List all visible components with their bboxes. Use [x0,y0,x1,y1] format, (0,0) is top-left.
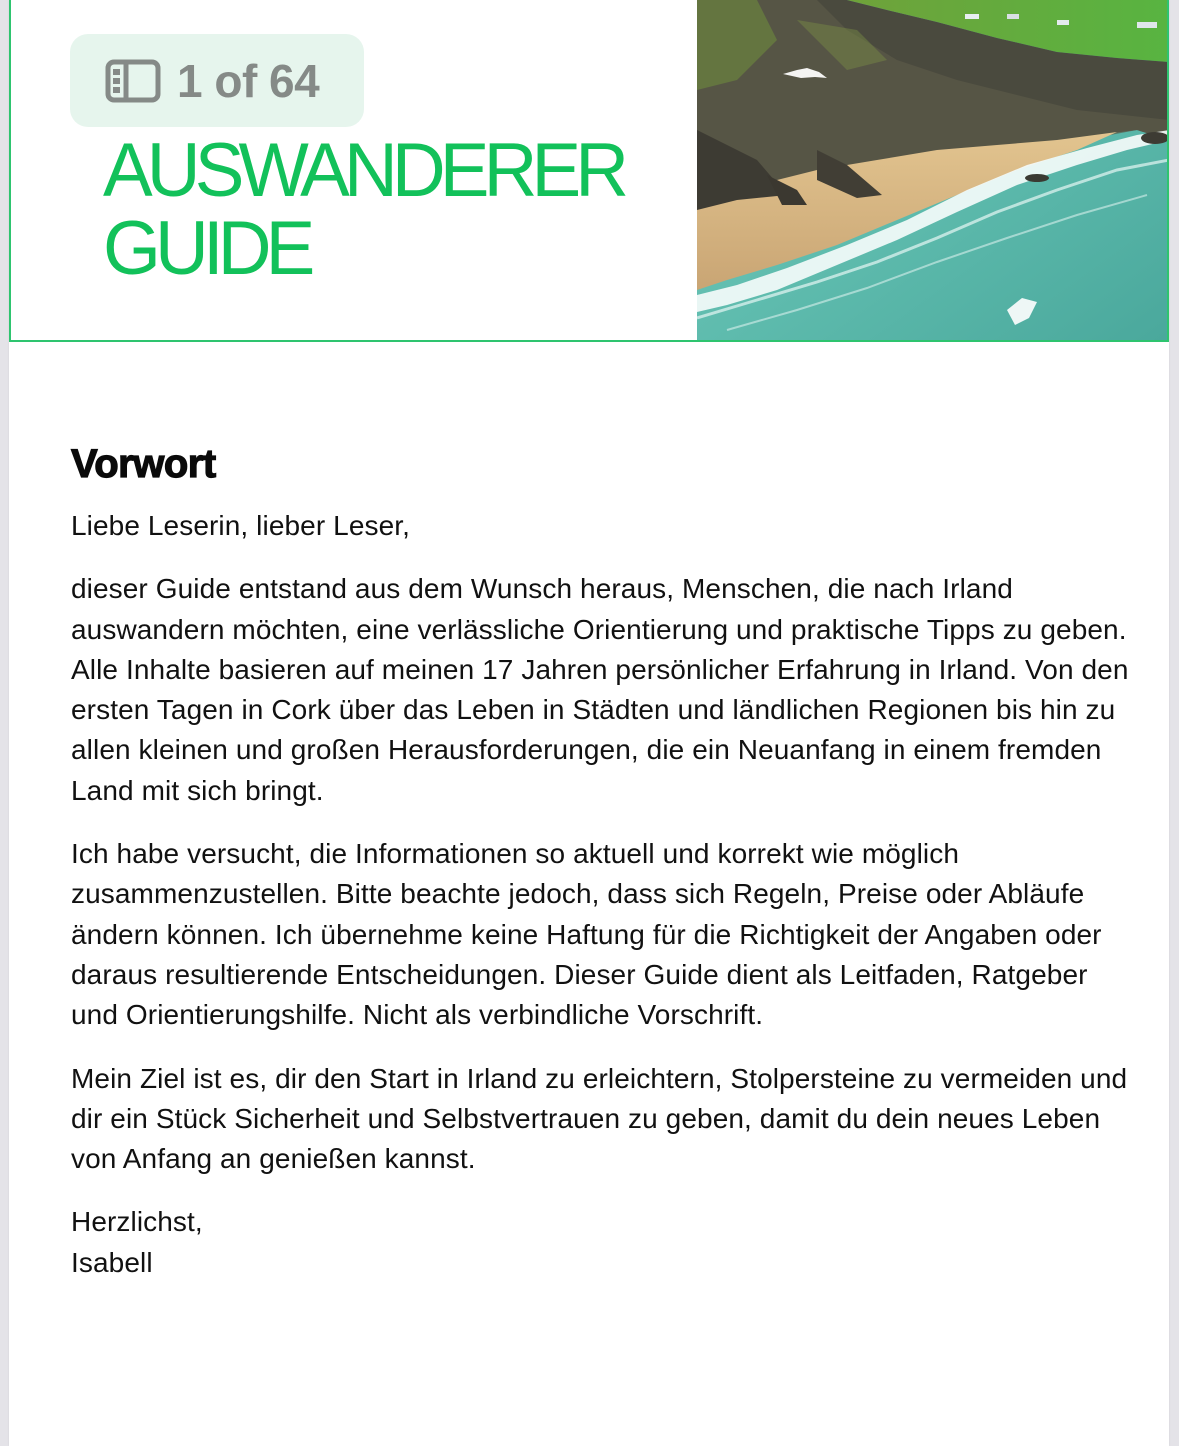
page-indicator[interactable] [70,34,364,127]
cover-title-line-1: AUSWANDERER [103,128,624,213]
coastal-cliffs-beach-photo [697,0,1169,340]
document-body [71,440,1141,1306]
signature: Isabell [71,1246,153,1278]
section-heading: Vorwort [71,442,216,486]
paragraph-1: dieser Guide entstand aus dem Wunsch heraus, Menschen, die nach Irland auswandern möchten, eine verlässliche Orientierung und praktische Tipps zu geben. Alle Inhalte basieren auf meinen 17 Jahren persönlicher Erfahrung in Irland. Von den ersten Tagen in Cork über das Leben in Städten und ländlichen Regionen bis hin zu allen kleinen und großen Herausforderungen, die ein Neuanfang in einem fremden Land mit sich bringt. [71,573,1129,806]
page-indicator-label: 1 of 64 [177,54,320,107]
paragraph-2: Ich habe versucht, die Informationen so aktuell und korrekt wie möglich zusammenzustellen. Bitte beachte jedoch, dass sich Regeln, Preise oder Abläufe ändern können. Ich übernehme keine Haftung für die Richtigkeit der Angaben oder daraus resultierende Entscheidungen. Dieser Guide dient als Leitfaden, Ratgeber und Orientierungshilfe. Nicht als verbindliche Vorschrift. [71,838,1102,1031]
paragraph-3: Mein Ziel ist es, dir den Start in Irland zu erleichtern, Stolpersteine zu vermeiden und dir ein Stück Sicherheit und Selbstvertrauen zu geben, damit du dein neues Leben von Anfang an genießen kannst. [71,1062,1128,1175]
cover-title-line-2: GUIDE [103,206,310,291]
document-page [9,0,1169,1446]
closing: Herzlichst, [71,1206,203,1238]
greeting: Liebe Leserin, lieber Leser, [71,510,411,541]
cover-title [103,128,624,291]
sidebar-icon [105,59,161,103]
